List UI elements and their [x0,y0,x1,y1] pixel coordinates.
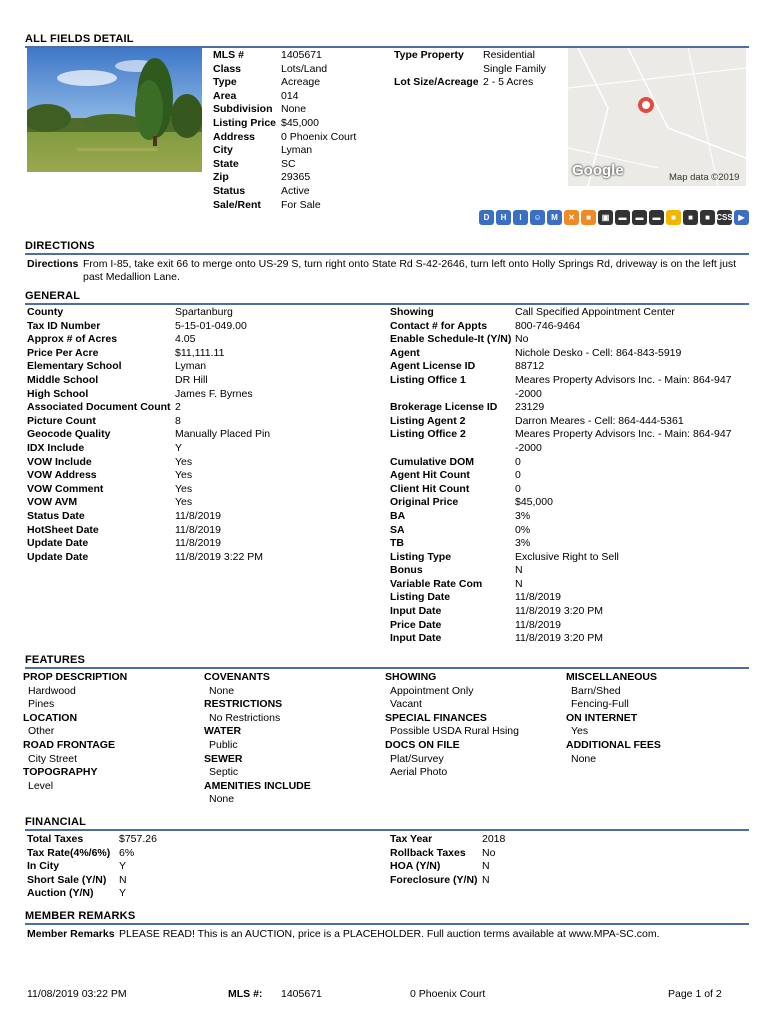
general-title: GENERAL [25,290,749,305]
general-field-row [390,456,732,470]
general-field-row [27,469,270,483]
general-field-row [390,496,732,510]
general-field-row [27,483,270,497]
general-field-value: James F. Byrnes [175,387,253,400]
general-field-label: Brokerage License ID [390,401,498,414]
general-field-row [27,360,270,374]
general-field-row [390,360,732,374]
financial-field-row [390,874,505,888]
general-field-value: 4.05 [175,333,196,346]
toolbar-action-icon[interactable]: ▬ [649,210,664,225]
toolbar-action-icon[interactable]: ■ [581,210,596,225]
feature-heading: SEWER [204,752,243,765]
general-field-row [390,537,732,551]
general-field-label: Enable Schedule-It (Y/N) [390,333,512,346]
general-field-label: Listing Office 1 [390,373,466,386]
summary-fields [213,49,356,212]
general-field-label: VOW AVM [27,496,78,509]
general-field-label: Listing Type [390,550,452,563]
financial-field-value: No [482,846,496,859]
general-field-label: Agent License ID [390,360,476,373]
financial-field-label: Foreclosure (Y/N) [390,873,478,886]
general-field-row [390,564,732,578]
general-field-row [390,347,732,361]
summary-field-label: Subdivision [213,103,273,116]
general-field-label: Agent [390,346,420,359]
general-field-row [390,510,732,524]
toolbar-action-icon[interactable]: ■ [666,210,681,225]
general-field-label: Agent Hit Count [390,469,470,482]
feature-value: None [209,684,235,697]
toolbar-action-icon[interactable]: D [479,210,494,225]
summary-field-row [213,103,356,117]
feature-heading: SPECIAL FINANCES [385,711,487,724]
summary-field-value: 014 [281,89,299,102]
summary-field-row [213,199,356,213]
summary-field-value: $45,000 [281,116,319,129]
feature-heading: LOCATION [23,711,78,724]
general-field-row [390,591,732,605]
summary-field-label: Zip [213,171,229,184]
features-column [204,671,311,807]
general-field-label: Middle School [27,373,99,386]
summary-field-row [213,158,356,172]
summary-field-row [213,117,356,131]
general-field-value: 88712 [515,360,545,373]
general-field-label: Input Date [390,605,442,618]
summary-field-row [213,144,356,158]
summary-field-value: Acreage [281,76,321,89]
general-field-value: 11/8/2019 [175,523,221,536]
financial-field-label: HOA (Y/N) [390,860,441,873]
summary-field-label: Class [213,62,242,75]
general-field-row [27,347,270,361]
feature-value: Level [28,779,54,792]
general-field-value: Lyman [175,360,207,373]
general-field-row [27,537,270,551]
general-section [25,290,749,305]
general-field-row [390,483,732,497]
general-field-value: N [515,564,523,577]
lot-size-value: 2 - 5 Acres [483,76,534,88]
general-field-label: Status Date [27,509,85,522]
features-section [25,654,749,669]
type-property-value-2: Single Family [483,63,547,75]
general-field-value: Meares Property Advisors Inc. - Main: 864-947 [515,373,732,386]
directions-section [25,240,749,255]
toolbar-action-icon[interactable]: ☺ [530,210,545,225]
general-field-row [390,442,732,456]
feature-value: Public [209,738,238,751]
general-field-label: Associated Document Count [27,401,171,414]
summary-field-value: SC [281,157,296,170]
general-field-label: Showing [390,306,434,318]
summary-field-label: MLS # [213,49,244,61]
footer-date: 11/08/2019 03:22 PM [27,988,127,1000]
financial-field-row [390,847,505,861]
financial-field-value: Y [119,860,127,873]
general-field-label: Update Date [27,537,89,550]
summary-field-row [213,171,356,185]
general-field-label: County [27,306,64,318]
general-field-value: 0% [515,523,531,536]
summary-field-label: State [213,157,239,170]
feature-value: None [571,752,597,765]
general-field-value: 8 [175,414,181,427]
general-field-label: Input Date [390,632,442,645]
financial-field-label: In City [27,860,60,873]
general-field-label: BA [390,509,406,522]
feature-value: None [209,793,235,806]
financial-field-label: Auction (Y/N) [27,887,94,900]
general-field-label: Contact # for Appts [390,319,488,332]
financial-field-label: Rollback Taxes [390,846,466,859]
financial-field-value: N [482,860,490,873]
general-field-row [27,388,270,402]
summary-field-value: Active [281,184,310,197]
general-field-label: Update Date [27,550,89,563]
directions-text-line-1: From I-85, take exit 66 to merge onto US-29 S, turn right onto State Rd S-42-2646, turn left onto Holly Springs Rd, driveway is on the left just [83,258,737,270]
general-field-row [390,320,732,334]
features-title: FEATURES [25,654,749,669]
summary-field-value: 0 Phoenix Court [281,130,357,143]
general-field-row [27,306,270,320]
feature-value: No Restrictions [209,711,281,724]
footer-mls-label: MLS #: [228,988,263,1000]
feature-value: Barn/Shed [571,684,621,697]
general-field-label: Picture Count [27,414,96,427]
general-left-fields [27,306,270,564]
financial-field-row [390,860,505,874]
financial-field-label: Total Taxes [27,833,84,845]
features-column [566,671,661,766]
financial-field-label: Tax Year [390,833,433,845]
property-photo[interactable] [27,48,202,172]
general-field-value: 11/8/2019 [175,537,221,550]
feature-heading: SHOWING [385,671,437,683]
features-column [385,671,519,780]
general-field-value: 11/8/2019 [175,509,221,522]
general-field-label: IDX Include [27,441,85,454]
general-field-value: Yes [175,455,193,468]
summary-field-row [213,185,356,199]
toolbar-action-icon[interactable]: ▶ [734,210,749,225]
general-right-fields [390,306,732,646]
general-field-row [27,320,270,334]
general-field-value: Yes [175,496,193,509]
general-field-value: Spartanburg [175,306,233,318]
general-field-row [27,456,270,470]
toolbar-action-icon[interactable]: ▬ [632,210,647,225]
general-field-value: Yes [175,482,193,495]
general-field-row [390,415,732,429]
financial-field-value: Y [119,887,127,900]
feature-heading: DOCS ON FILE [385,738,460,751]
general-field-label: SA [390,523,405,536]
general-field-row [27,496,270,510]
footer-mls-value: 1405671 [281,988,322,1000]
general-field-label: HotSheet Date [27,523,99,536]
general-field-row [27,524,270,538]
financial-right-fields [390,833,505,887]
general-field-value: 11/8/2019 [515,618,561,631]
feature-heading: AMENITIES INCLUDE [204,779,311,792]
general-field-value: 2 [175,401,181,414]
general-field-label: Variable Rate Com [390,577,483,590]
toolbar-action-icon[interactable]: ■ [683,210,698,225]
financial-left-fields [27,833,157,901]
financial-section [25,816,749,831]
general-field-value: 0 [515,469,521,482]
general-field-label: Price Per Acre [27,346,99,359]
general-field-row [27,333,270,347]
summary-field-row [213,63,356,77]
general-field-label: VOW Address [27,469,97,482]
financial-field-row [27,833,157,847]
features-column [23,671,127,793]
general-field-value: DR Hill [175,373,208,386]
feature-heading: TOPOGRAPHY [23,766,98,779]
summary-field-label: Area [213,89,237,102]
general-field-value: $45,000 [515,496,553,509]
general-field-value: 11/8/2019 3:20 PM [515,632,603,645]
general-field-label: High School [27,387,89,400]
general-field-label: Client Hit Count [390,482,470,495]
financial-field-label: Short Sale (Y/N) [27,873,107,886]
general-field-label: Cumulative DOM [390,455,475,468]
general-field-row [390,524,732,538]
financial-field-value: N [482,873,490,886]
summary-field-row [213,76,356,90]
general-field-value: 0 [515,455,521,468]
summary-field-value: 29365 [281,171,311,184]
summary-field-label: Listing Price [213,116,277,129]
financial-field-row [390,833,505,847]
general-field-label: Listing Agent 2 [390,414,466,427]
footer-address: 0 Phoenix Court [410,988,486,1000]
feature-value: Hardwood [28,684,76,697]
financial-field-value: 6% [119,846,135,859]
general-field-row [390,306,732,320]
general-field-value: 5-15-01-049.00 [175,319,247,332]
general-field-value: Exclusive Right to Sell [515,550,619,563]
general-field-value: No [515,333,529,346]
member-remarks-section [25,910,749,925]
general-field-value: 800-746-9464 [515,319,581,332]
general-field-row [27,401,270,415]
member-remarks-label: Member Remarks [27,928,115,940]
general-field-label: Original Price [390,496,459,509]
summary-field-label: Address [213,130,256,143]
general-field-row [390,374,732,388]
general-field-row [27,510,270,524]
type-property-value: Residential [483,49,535,61]
summary-field-value: Lyman [281,144,313,157]
general-field-row [27,551,270,565]
toolbar-action-icon[interactable]: ▣ [598,210,613,225]
summary-field-value: For Sale [281,198,321,211]
general-field-value: 3% [515,537,531,550]
feature-heading: ROAD FRONTAGE [23,738,115,751]
general-field-row [390,401,732,415]
financial-field-row [27,847,157,861]
general-field-value: Call Specified Appointment Center [515,306,675,318]
general-field-value: 11/8/2019 3:22 PM [175,550,263,563]
feature-value: Septic [209,766,239,779]
financial-field-value: $757.26 [119,833,157,845]
member-remarks-title: MEMBER REMARKS [25,910,749,925]
general-field-value: $11,111.11 [175,346,225,359]
action-icon-bar [479,210,749,226]
feature-value: Pines [28,698,55,711]
summary-field-row [213,49,356,63]
general-field-value: N [515,577,523,590]
feature-value: Aerial Photo [390,766,448,779]
feature-heading: ON INTERNET [566,711,638,724]
general-field-label: Geocode Quality [27,428,111,441]
feature-value: Other [28,725,55,738]
summary-field-row [213,90,356,104]
general-field-row [27,415,270,429]
property-photo-image [27,48,202,172]
general-field-row [390,428,732,442]
feature-heading: WATER [204,725,242,738]
financial-field-value: 2018 [482,833,506,845]
general-field-row [27,374,270,388]
general-field-value: Manually Placed Pin [175,428,271,441]
general-field-row [390,605,732,619]
general-field-value: 11/8/2019 [515,591,561,604]
general-field-label: TB [390,537,404,550]
general-field-label: Elementary School [27,360,122,373]
general-field-label: Approx # of Acres [27,333,118,346]
general-field-row [27,428,270,442]
summary-field-label: Type [213,76,237,89]
map-attribution: Map data ©2019 [669,172,740,183]
feature-value: Vacant [390,698,422,711]
directions-label: Directions [27,258,79,270]
feature-value: Yes [571,725,589,738]
toolbar-action-icon[interactable]: I [513,210,528,225]
summary-field-label: Status [213,184,246,197]
financial-field-value: N [119,873,127,886]
feature-value: Plat/Survey [390,752,444,765]
general-field-label: VOW Comment [27,482,104,495]
general-field-label: Listing Date [390,591,451,604]
toolbar-action-icon[interactable]: CSS [717,210,732,225]
summary-field-value: None [281,103,307,116]
lot-size-label: Lot Size/Acreage [394,76,479,88]
financial-field-row [27,887,157,901]
directions-text-line-2: past Medallion Lane. [83,271,180,283]
member-remarks-text: PLEASE READ! This is an AUCTION, price is a PLACEHOLDER. Full auction terms available at www.MPA-SC.com. [119,928,660,940]
general-field-row [390,333,732,347]
summary-field-row [213,131,356,145]
general-field-value: Nichole Desko - Cell: 864-843-5919 [515,346,682,359]
toolbar-action-icon[interactable]: H [496,210,511,225]
feature-value: Appointment Only [390,684,474,697]
feature-heading: ADDITIONAL FEES [566,738,661,751]
location-map[interactable] [568,48,746,186]
financial-field-row [27,874,157,888]
summary-field-value: Lots/Land [281,62,328,75]
general-field-value: 0 [515,482,521,495]
general-field-value: 11/8/2019 3:20 PM [515,605,603,618]
summary-field-value: 1405671 [281,49,322,61]
general-field-label: Price Date [390,618,442,631]
toolbar-action-icon[interactable]: ■ [700,210,715,225]
general-field-value: Y [175,441,183,454]
feature-value: City Street [28,752,78,765]
page-title: ALL FIELDS DETAIL [25,33,749,48]
general-field-value: Darron Meares - Cell: 864-444-5361 [515,414,684,427]
feature-heading: RESTRICTIONS [204,698,283,711]
financial-field-row [27,860,157,874]
feature-value: Fencing-Full [571,698,629,711]
general-field-row [390,632,732,646]
general-field-row [390,469,732,483]
general-field-label: VOW Include [27,455,92,468]
general-field-value: Yes [175,469,193,482]
all-fields-detail-header [25,33,749,48]
summary-field-label: Sale/Rent [213,198,261,211]
summary-field-label: City [213,144,233,157]
general-field-value: -2000 [515,387,542,400]
toolbar-action-icon[interactable]: M [547,210,562,225]
directions-title: DIRECTIONS [25,240,749,255]
general-field-value: -2000 [515,441,542,454]
general-field-row [390,551,732,565]
general-field-row [390,578,732,592]
toolbar-action-icon[interactable]: ✕ [564,210,579,225]
feature-heading: COVENANTS [204,671,270,683]
general-field-label: Tax ID Number [27,319,101,332]
toolbar-action-icon[interactable]: ▬ [615,210,630,225]
general-field-value: 3% [515,509,531,522]
general-field-label: Bonus [390,564,423,577]
general-field-value: 23129 [515,401,545,414]
type-property-label: Type Property [394,49,464,61]
general-field-label: Listing Office 2 [390,428,466,441]
general-field-row [390,388,732,402]
financial-field-label: Tax Rate(4%/6%) [27,846,111,859]
general-field-row [27,442,270,456]
feature-heading: PROP DESCRIPTION [23,671,128,683]
general-field-value: Meares Property Advisors Inc. - Main: 864-947 [515,428,732,441]
financial-title: FINANCIAL [25,816,749,831]
general-field-row [390,619,732,633]
feature-value: Possible USDA Rural Hsing [390,725,519,738]
feature-heading: MISCELLANEOUS [566,671,658,683]
google-logo: Google [572,162,624,179]
footer-page-number: Page 1 of 2 [668,988,722,1000]
